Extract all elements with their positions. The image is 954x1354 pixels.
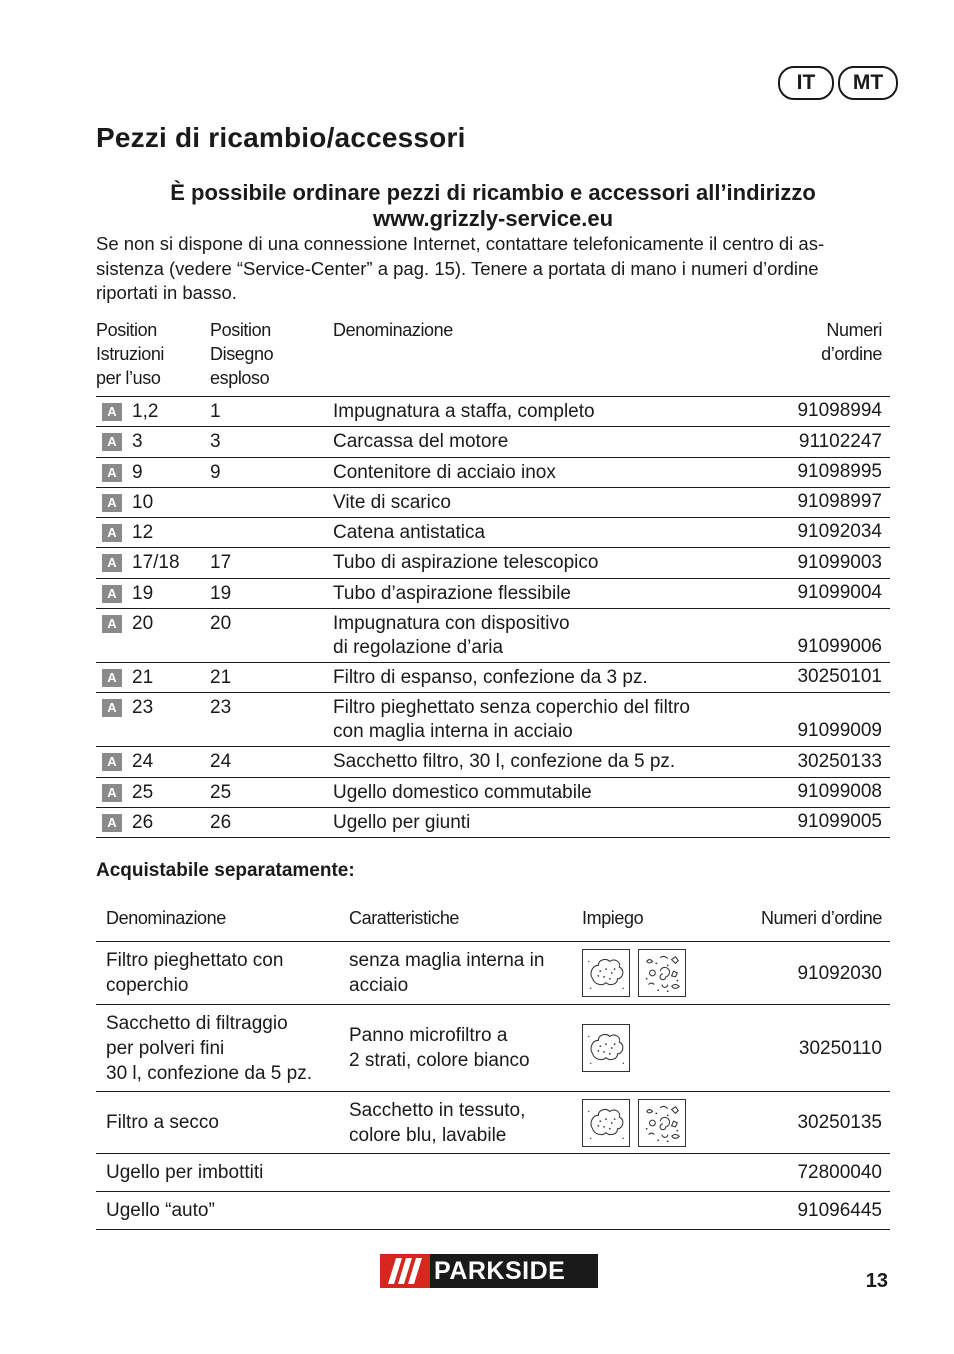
order-heading-url: www.grizzly-service.eu — [372, 206, 614, 231]
parts-table-body — [96, 396, 890, 838]
table-row — [96, 1092, 890, 1154]
cell-drawing-position: 3 — [210, 431, 221, 453]
position-value: 23 — [132, 697, 154, 719]
denomination-line: coperchio — [106, 975, 189, 996]
cell-order-number: 91099006 — [797, 636, 882, 658]
position-value: 21 — [132, 667, 154, 689]
denomination-line: Carcassa del motore — [333, 431, 509, 453]
position-badge: A — [102, 433, 122, 451]
denomination-line: 30 l, confezione da 5 pz. — [106, 1062, 312, 1084]
position-badge: A — [102, 753, 122, 771]
cell-position — [96, 521, 210, 544]
cell-drawing-position — [210, 521, 333, 544]
cell-characteristics — [349, 1098, 582, 1148]
cell-denomination — [333, 696, 690, 743]
intro-line: Se non si dispone di una connessione Internet, contattare telefonicamente il centro di as- — [96, 233, 825, 254]
cell-drawing-position: 17 — [210, 552, 232, 574]
cell-characteristics — [349, 948, 582, 998]
position-badge: A — [102, 554, 122, 572]
position-badge: A — [102, 524, 122, 542]
cell-position — [96, 491, 210, 514]
cell-drawing-position: 24 — [210, 751, 232, 773]
position-value: 12 — [132, 522, 154, 544]
cell-order-number: 72800040 — [797, 1162, 882, 1183]
table-row — [96, 397, 890, 427]
table-row — [96, 693, 890, 747]
cell-position — [96, 612, 210, 659]
header-usage: Impiego — [582, 908, 644, 928]
cell-order-number: 91098995 — [797, 460, 882, 482]
cell-denomination — [333, 666, 690, 689]
characteristics-line: Sacchetto in tessuto, — [349, 1099, 526, 1121]
position-badge: A — [102, 615, 122, 633]
dust-icon — [582, 1024, 630, 1072]
position-badge: A — [102, 814, 122, 832]
header-text: Disegno — [210, 344, 274, 364]
table-row — [96, 747, 890, 777]
logo-stripes-icon — [380, 1254, 430, 1288]
cell-order-number: 91092034 — [797, 521, 882, 543]
header-text: esploso — [210, 368, 270, 388]
table-row — [96, 518, 890, 548]
order-heading-line1: È possibile ordinare pezzi di ricambio e accessori all’indirizzo — [170, 180, 816, 205]
table-row — [96, 663, 890, 693]
table-row — [96, 778, 890, 808]
cell-order-number: 91099004 — [797, 582, 882, 604]
denomination-line: Sacchetto filtro, 30 l, confezione da 5 pz. — [333, 751, 676, 773]
table-row — [96, 488, 890, 518]
cell-drawing-position: 26 — [210, 811, 232, 833]
cell-drawing-position: 21 — [210, 667, 232, 689]
position-value: 20 — [132, 613, 154, 635]
language-badges — [778, 66, 898, 100]
characteristics-line: 2 strati, colore bianco — [349, 1050, 530, 1071]
position-value: 19 — [132, 582, 154, 604]
cell-denomination — [333, 582, 690, 605]
cell-position — [96, 750, 210, 773]
denomination-line: per polveri fini — [106, 1037, 225, 1059]
cell-drawing-position: 23 — [210, 697, 232, 719]
cell-order-number: 91098997 — [797, 491, 882, 513]
table-row — [96, 1192, 890, 1230]
cell-position — [96, 461, 210, 484]
characteristics-line: senza maglia interna in — [349, 950, 545, 971]
denomination-line: Filtro pieghettato senza coperchio del filtro — [333, 697, 690, 719]
page-number: 13 — [865, 1270, 888, 1292]
cell-denomination — [96, 1160, 349, 1185]
debris-icon — [638, 1099, 686, 1147]
header-characteristics: Caratteristiche — [349, 908, 460, 928]
lang-badge-mt: MT — [838, 66, 898, 100]
cell-position — [96, 400, 210, 423]
cell-order-number: 30250135 — [797, 1112, 882, 1133]
cell-order-number: 91102247 — [798, 430, 882, 452]
cell-denomination — [96, 1110, 349, 1135]
cell-order-number: 30250133 — [797, 750, 882, 772]
denomination-line: Impugnatura con dispositivo — [333, 613, 570, 635]
characteristics-line: Panno microfiltro a — [349, 1025, 508, 1046]
cell-position — [96, 582, 210, 605]
table-row — [96, 942, 890, 1005]
intro-paragraph — [96, 232, 890, 306]
denomination-line: Sacchetto di filtraggio — [106, 1012, 288, 1034]
position-value: 25 — [132, 781, 154, 803]
position-badge: A — [102, 464, 122, 482]
position-value: 26 — [132, 811, 154, 833]
accessories-table-body — [96, 942, 890, 1230]
cell-position — [96, 430, 210, 453]
position-value: 24 — [132, 751, 154, 773]
denomination-line: Filtro pieghettato con — [106, 950, 284, 971]
cell-order-number: 91099005 — [797, 811, 882, 833]
cell-denomination — [333, 491, 690, 514]
cell-usage — [582, 1024, 700, 1072]
denomination-line: Impugnatura a staffa, completo — [333, 401, 595, 422]
table-row — [96, 458, 890, 488]
header-text: Istruzioni — [96, 344, 165, 364]
intro-line: riportati in basso. — [96, 282, 237, 303]
cell-position — [96, 551, 210, 574]
cell-denomination — [333, 551, 690, 574]
cell-denomination — [96, 1198, 349, 1223]
denomination-line: Ugello domestico commutabile — [333, 781, 592, 803]
header-order-numbers: Numeri d’ordine — [760, 908, 882, 928]
cell-denomination — [333, 461, 690, 484]
table-row — [96, 609, 890, 663]
position-badge: A — [102, 669, 122, 687]
denomination-line: Ugello per giunti — [333, 811, 471, 833]
cell-order-number: 91099008 — [797, 780, 882, 802]
characteristics-line: colore blu, lavabile — [349, 1124, 507, 1146]
header-position-drawing — [210, 318, 333, 396]
cell-denomination — [96, 1011, 349, 1086]
dust-icon — [582, 949, 630, 997]
denomination-line: Contenitore di acciaio inox — [333, 461, 556, 483]
cell-usage — [582, 949, 700, 997]
cell-denomination — [333, 521, 690, 544]
cell-order-number: 91099009 — [797, 720, 882, 742]
position-value: 1,2 — [132, 401, 159, 422]
cell-usage — [582, 1099, 700, 1147]
denomination-line: Ugello “auto” — [106, 1200, 215, 1221]
header-denomination: Denominazione — [106, 908, 226, 928]
cell-drawing-position: 19 — [210, 582, 232, 604]
cell-denomination — [333, 612, 690, 659]
cell-drawing-position: 20 — [210, 613, 232, 635]
cell-drawing-position: 25 — [210, 781, 232, 803]
cell-denomination — [333, 781, 690, 804]
denomination-line: di regolazione d’aria — [333, 637, 504, 659]
parkside-logo — [380, 1254, 598, 1288]
header-text: Numeri — [826, 320, 882, 340]
cell-position — [96, 781, 210, 804]
cell-order-number: 30250110 — [798, 1037, 882, 1059]
position-badge: A — [102, 699, 122, 717]
position-value: 3 — [132, 431, 143, 453]
table-row — [96, 548, 890, 578]
page-title: Pezzi di ricambio/accessori — [96, 122, 466, 153]
position-badge: A — [102, 784, 122, 802]
cell-position — [96, 811, 210, 834]
header-position-instructions — [96, 318, 210, 396]
parts-table — [96, 318, 890, 838]
accessories-table-header — [96, 896, 890, 942]
order-heading — [96, 180, 890, 232]
denomination-line: Filtro di espanso, confezione da 3 pz. — [333, 667, 648, 689]
cell-order-number: 30250101 — [797, 666, 882, 688]
dust-icon — [582, 1099, 630, 1147]
denomination-line: Tubo di aspirazione telescopico — [333, 552, 599, 574]
cell-denomination — [333, 750, 690, 773]
denomination-line: Ugello per imbottiti — [106, 1162, 264, 1183]
position-value: 10 — [132, 491, 154, 513]
logo-wordmark: PARKSIDE — [434, 1257, 566, 1285]
table-row — [96, 1005, 890, 1092]
separately-heading: Acquistabile separatamente: — [96, 860, 355, 881]
cell-drawing-position — [210, 491, 333, 514]
characteristics-line: acciaio — [349, 975, 409, 996]
table-row — [96, 579, 890, 609]
cell-order-number: 91098994 — [797, 400, 882, 422]
debris-icon — [638, 949, 686, 997]
lang-badge-it: IT — [778, 66, 834, 100]
position-badge: A — [102, 585, 122, 603]
position-value: 9 — [132, 461, 143, 483]
header-text: Position — [96, 320, 157, 340]
intro-line: sistenza (vedere “Service-Center” a pag. 15). Tenere a portata di mano i numeri d’ordine — [96, 257, 819, 279]
cell-order-number: 91092030 — [797, 962, 882, 984]
cell-characteristics — [349, 1023, 582, 1073]
table-row — [96, 808, 890, 838]
cell-position — [96, 696, 210, 743]
denomination-line: Catena antistatica — [333, 522, 486, 544]
denomination-line: Vite di scarico — [333, 491, 451, 513]
parts-table-header — [96, 318, 890, 396]
header-order-number — [690, 318, 890, 396]
denomination-line: Filtro a secco — [106, 1112, 219, 1133]
cell-position — [96, 666, 210, 689]
cell-drawing-position: 1 — [210, 401, 221, 422]
header-text: d’ordine — [821, 344, 882, 364]
denomination-line: Tubo d’aspirazione flessibile — [333, 582, 571, 604]
header-text: Position — [210, 320, 271, 340]
cell-order-number: 91096445 — [797, 1200, 882, 1221]
table-row — [96, 427, 890, 457]
position-value: 17/18 — [132, 552, 180, 574]
accessories-table — [96, 896, 890, 1230]
cell-order-number: 91099003 — [797, 551, 882, 573]
position-badge: A — [102, 403, 122, 421]
cell-denomination — [333, 811, 690, 834]
cell-denomination — [96, 948, 349, 998]
denomination-line: con maglia interna in acciaio — [333, 721, 573, 743]
header-text: per l’uso — [96, 368, 161, 388]
cell-drawing-position: 9 — [210, 461, 221, 483]
cell-denomination — [333, 400, 690, 423]
cell-denomination — [333, 430, 690, 453]
header-denomination: Denominazione — [333, 320, 453, 340]
position-badge: A — [102, 494, 122, 512]
table-row — [96, 1154, 890, 1192]
